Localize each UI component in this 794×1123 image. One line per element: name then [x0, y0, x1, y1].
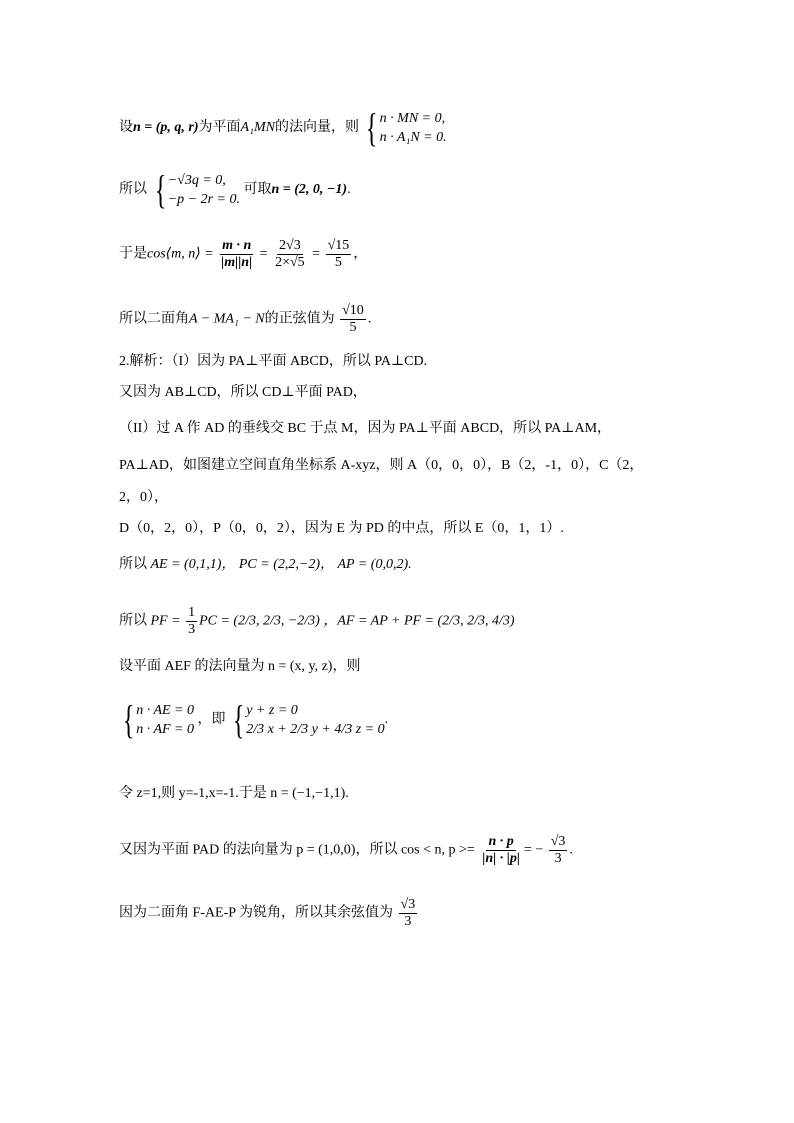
numerator: √15	[327, 238, 350, 253]
vector-ae: AE = (0,1,1)，	[150, 557, 236, 572]
text-kequ: 可取	[243, 182, 272, 198]
text-suoyi: 所以	[119, 613, 147, 629]
line-cos: 于是cos⟨m, n⟩ = $\frac{m \cdot n}{|m||n|}$ = $\frac{2√3}{2\times√5}$ = $\frac{√15}{5}$ ，	[119, 238, 368, 270]
p2-line-5: 2，0），	[119, 490, 168, 505]
equation: 2/3 x + 2/3 y + 4/3 z = 0	[246, 722, 385, 737]
text-sine: 的正弦值为	[264, 311, 335, 327]
denominator: |n| · |p|	[482, 851, 520, 866]
system-1	[362, 105, 447, 150]
text-cos-value: 因为二面角 F-AE-P 为锐角，所以其余弦值为	[119, 905, 394, 921]
vector-ap: AP = (0,0,2).	[337, 557, 412, 572]
n-def: n = (p, q, r)	[133, 120, 199, 136]
vector-af: ，AF = AP + PF =	[323, 613, 435, 629]
system-3	[119, 697, 195, 742]
p2-line-1: 2.解析：（I）因为 PA⊥平面 ABCD，所以 PA⊥CD.	[119, 354, 428, 369]
fraction	[340, 303, 366, 336]
text-suoyi: 所以	[119, 557, 147, 572]
fraction	[480, 834, 522, 867]
denominator: |m||n|	[221, 255, 253, 270]
punct: .	[347, 182, 351, 198]
denominator: 3	[188, 622, 196, 637]
fraction	[186, 605, 197, 638]
text-ji: ，即	[197, 712, 226, 728]
text-then: 的法向量，则	[274, 120, 359, 136]
p2-line-10	[119, 697, 389, 742]
equation: n · AF = 0	[136, 722, 195, 737]
vector-value: (2/3, 2/3, −2/3)	[233, 613, 320, 629]
vector-pc: PC =	[199, 613, 230, 629]
text-pad-normal: 又因为平面 PAD 的法向量为 p = (1,0,0)，所以 cos < n, p >=	[119, 842, 475, 858]
brace: {	[232, 697, 245, 742]
denominator: 5	[334, 255, 342, 270]
brace: {	[366, 105, 378, 150]
p2-line-6: D（0，2，0），P（0，0，2），因为 E 为 PD 的中点，所以 E（0，1，1）.	[119, 521, 564, 536]
line-system-2	[119, 167, 351, 212]
p2-line-9: 设平面 AEF 的法向量为 n = (x, y, z)，则	[119, 659, 361, 674]
punct: .	[384, 712, 389, 728]
equation: y + z = 0	[246, 703, 298, 718]
p2-line-2: 又因为 AB⊥CD，所以 CD⊥平面 PAD，	[119, 385, 367, 400]
fraction	[326, 238, 352, 271]
line-normal-vector-def	[119, 105, 447, 150]
p2-line-8	[119, 605, 515, 638]
denominator: 2×√5	[275, 255, 305, 270]
equals: = −	[523, 842, 544, 858]
numerator: √10	[342, 303, 364, 318]
equation: n · A₁N = 0.	[379, 130, 447, 145]
vector-value: (2/3, 2/3, 4/3)	[437, 613, 515, 629]
plane-name: A₁MN	[240, 120, 275, 136]
text-yushi: 于是	[119, 246, 147, 262]
equation: n · AE = 0	[136, 703, 195, 718]
denominator: 3	[404, 914, 412, 929]
numerator: 1	[188, 605, 196, 620]
punct: .	[569, 842, 573, 858]
n-value: n = (2, 0, −1)	[271, 182, 348, 198]
denominator: 5	[349, 320, 357, 335]
numerator: 2√3	[279, 238, 301, 253]
fraction	[399, 897, 418, 930]
numerator: n · p	[488, 834, 514, 849]
p2-line-11: 令 z=1,则 y=-1,x=-1.于是 n = (−1,−1,1).	[119, 786, 349, 801]
p2-line-12	[119, 834, 573, 867]
numerator: m · n	[222, 238, 252, 253]
brace: {	[154, 167, 166, 212]
denominator: 3	[554, 851, 562, 866]
numerator: √3	[400, 897, 416, 912]
fraction	[219, 238, 254, 271]
system-2	[151, 167, 241, 212]
equation: n · MN = 0,	[379, 111, 446, 126]
equation: −p − 2r = 0.	[167, 192, 240, 207]
numerator: √3	[550, 834, 566, 849]
punct: .	[367, 311, 372, 327]
p2-line-7	[119, 556, 412, 574]
fraction	[549, 834, 568, 867]
punct: ，	[353, 246, 368, 262]
text-suoyi: 所以	[119, 182, 147, 198]
angle: A − MA₁ − N	[189, 311, 265, 327]
equation: −√3q = 0,	[167, 173, 226, 188]
vector-pc: PC = (2,2,−2)，	[238, 557, 334, 572]
fraction	[273, 238, 307, 271]
text-she: 设	[119, 120, 133, 136]
system-4	[229, 697, 385, 742]
text-erm: 所以二面角	[119, 311, 189, 327]
cos-expr: cos⟨m, n⟩ =	[147, 246, 214, 262]
brace: {	[122, 697, 135, 742]
p2-line-3: （II）过 A 作 AD 的垂线交 BC 于点 M，因为 PA⊥平面 ABCD，所以 PA⊥AM，	[119, 421, 612, 436]
p2-line-4: PA⊥AD，如图建立空间直角坐标系 A-xyz，则 A（0，0，0），B（2，-1，0），C（2，	[119, 458, 644, 473]
p2-line-13	[119, 897, 419, 930]
line-sine	[119, 303, 371, 336]
vector-pf: PF =	[150, 613, 181, 629]
text-plane: 为平面	[198, 120, 241, 136]
